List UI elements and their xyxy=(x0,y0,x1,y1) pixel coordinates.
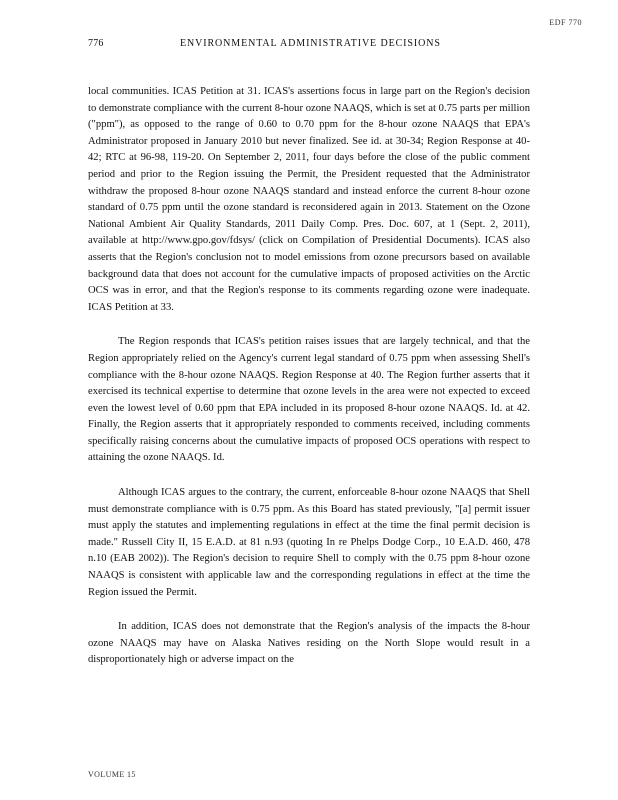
body-text xyxy=(88,84,530,687)
paragraph-4: In addition, ICAS does not demonstrate that the Region's analysis of the impacts the 8-hour ozone NAAQS may have on Alaska Natives residing on the North Slope would result in a disproportionately high or adverse impact on the xyxy=(88,621,530,666)
volume-footer: VOLUME 15 xyxy=(88,770,136,779)
page-identifier: EDF 770 xyxy=(549,18,582,27)
running-header xyxy=(88,38,530,49)
journal-title: ENVIRONMENTAL ADMINISTRATIVE DECISIONS xyxy=(180,38,441,49)
paragraph-3: Although ICAS argues to the contrary, the current, enforceable 8-hour ozone NAAQS that Shell must demonstrate compliance with is 0.75 ppm. As this Board has stated previously, "[a] permit issuer must apply the statutes and implementing regulations in effect at the time the final permit decision is made." Russell City II, 15 E.A.D. at 81 n.93 (quoting In re Phelps Dodge Corp., 10 E.A.D. 460, 478 n.10 (EAB 2002)). The Region's decision to require Shell to comply with the 0.75 ppm 8-hour ozone NAAQS is consistent with applicable law and the corresponding regulations in effect at the time the Region issued the Permit. xyxy=(88,487,530,598)
paragraph-1: local communities. ICAS Petition at 31. ICAS's assertions focus in large part on the Region's decision to demonstrate compliance with the current 8-hour ozone NAAQS, which is set at 0.75 parts per million ("ppm"), as opposed to the range of 0.60 to 0.70 ppm for the 8-hour ozone NAAQS that EPA's Administrator proposed in January 2010 but never finalized. See id. at 30-34; Region Response at 40-42; RTC at 96-98, 119-20. On September 2, 2011, four days before the close of the public comment period and prior to the Region issuing the Permit, the President requested that the Administrator withdraw the proposed 8-hour ozone NAAQS standard and instead enforce the current 8-hour ozone standard of 0.75 ppm until the ozone standard is reconsidered again in 2013. Statement on the Ozone National Ambient Air Quality Standards, 2011 Daily Comp. Pres. Doc. 607, at 1 (Sept. 2, 2011), available at http://www.gpo.gov/fdsys/ (click on Compilation of Presidential Documents). ICAS also asserts that the Region's conclusion not to model emissions from ozone precursors based on available background data that does not account for the cumulative impacts of proposed activities on the Arctic OCS was in error, and that the Region's response to its comments regarding ozone were inadequate. ICAS Petition at 33. xyxy=(88,86,530,313)
paragraph-2: The Region responds that ICAS's petition raises issues that are largely technical, and that the Region appropriately relied on the Agency's current legal standard of 0.75 ppm when assessing Shell's compliance with the 8-hour ozone NAAQS. Region Response at 40. The Region further asserts that it exercised its technical expertise to determine that ozone levels in the area were not expected to exceed even the lowest level of 0.60 ppm that EPA included in its proposed 8-hour ozone NAAQS. Id. at 42. Finally, the Region asserts that it appropriately responded to comments received, including comments specifically raising concerns about the cumulative impacts of proposed OCS operations with respect to attaining the ozone NAAQS. Id. xyxy=(88,336,530,464)
page-number: 776 xyxy=(88,38,104,49)
